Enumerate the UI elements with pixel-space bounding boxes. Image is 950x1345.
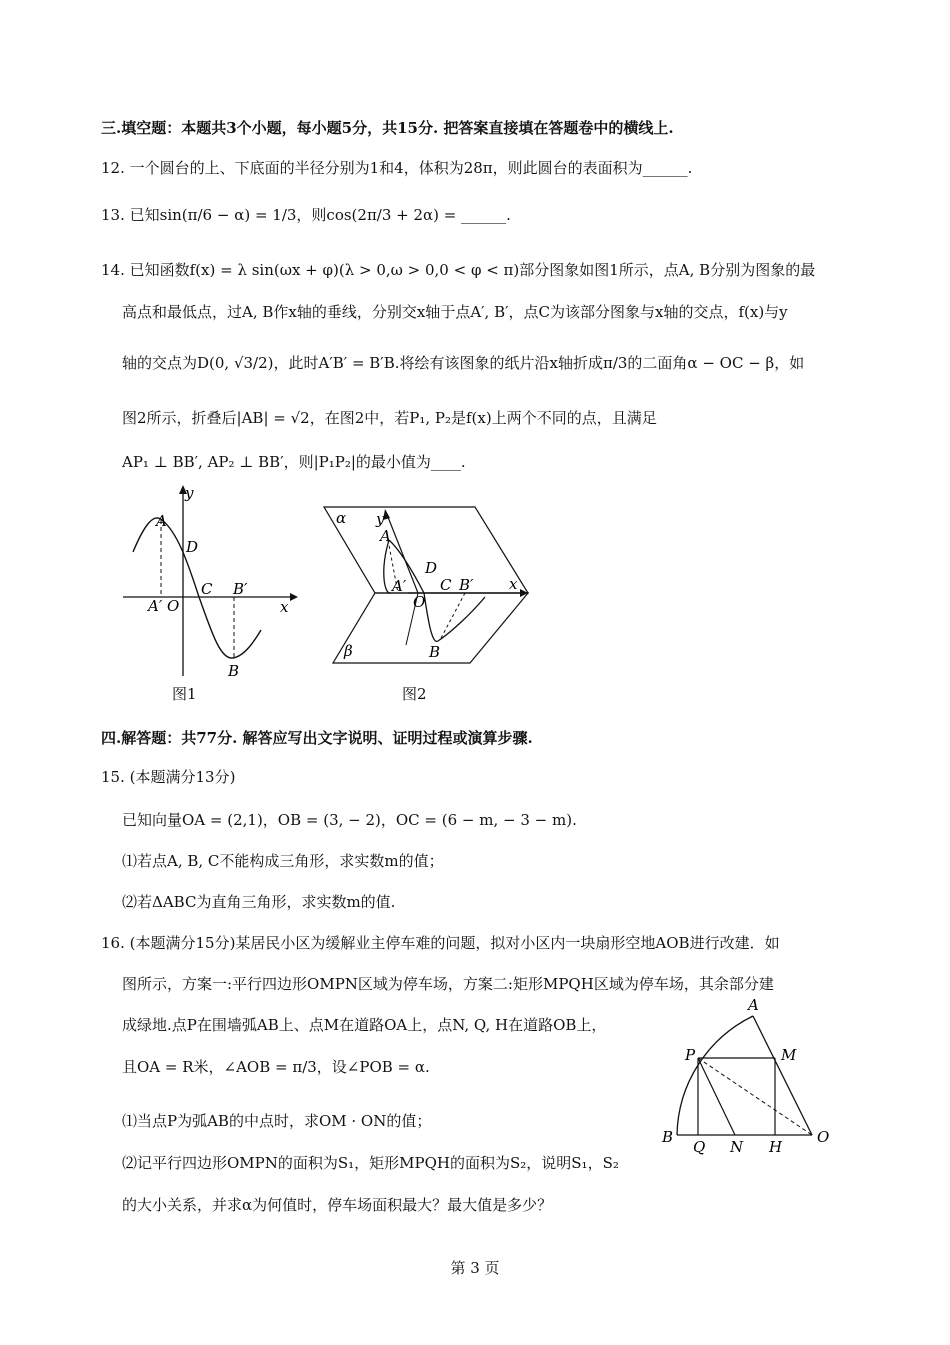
page-number: 第 3 页 (450, 1259, 500, 1277)
q16-label-O: O (817, 1128, 830, 1146)
fig2-label-beta: β (344, 642, 353, 660)
fig2-label-alpha: α (336, 509, 347, 527)
fig2-label-A: A (380, 527, 391, 545)
question-16-line-1: 16. (本题满分15分)某居民小区为缓解业主停车难的问题，拟对小区内一块扇形空地AOB进行改建．如 (101, 934, 780, 952)
figure-2-folded-graph (320, 500, 535, 670)
figure-1-sine-graph (115, 480, 300, 680)
question-15-title: 15. (本题满分13分) (101, 768, 236, 786)
q16-label-P: P (685, 1046, 696, 1064)
fig2-label-Ap: A′ (392, 577, 407, 595)
q16-line-PO (698, 1058, 812, 1135)
fig2-plane-alpha (324, 507, 528, 593)
fig2-label-C: C (440, 576, 452, 594)
fig2-label-Bp: B′ (459, 576, 474, 594)
section4-header: 四.解答题：共77分. 解答应写出文字说明、证明过程或演算步骤. (101, 729, 533, 747)
q16-arc-AB (677, 1016, 753, 1135)
q16-label-N: N (730, 1138, 744, 1156)
q16-label-M: M (781, 1046, 797, 1064)
fig2-label-O: O (413, 593, 426, 611)
question-16-part-2-line-2: 的大小关系，并求α为何值时，停车场面积最大？最大值是多少？ (122, 1196, 553, 1214)
question-14-line-5: AP₁ ⊥ BB′, AP₂ ⊥ BB′，则|P₁P₂|的最小值为____. (122, 453, 466, 471)
q16-label-A: A (748, 996, 759, 1014)
question-14-line-3: 轴的交点为D(0, √3/2)，此时A′B′ = B′B.将绘有该图象的纸片沿x轴折成π/3的二面角α − OC − β，如 (122, 354, 805, 372)
fig2-label-x: x (509, 575, 518, 593)
question-15-part-1: ⑴若点A, B, C不能构成三角形，求实数m的值； (122, 852, 444, 870)
fig2-label-D: D (425, 559, 438, 577)
fig2-dashed-B (440, 593, 465, 640)
question-16-part-2-line-1: ⑵记平行四边形OMPN的面积为S₁，矩形MPQH的面积为S₂，说明S₁，S₂ (122, 1154, 619, 1172)
section3-header: 三.填空题：本题共3个小题，每小题5分，共15分. 把答案直接填在答题卷中的横线上. (101, 119, 674, 137)
question-15-part-2: ⑵若ΔABC为直角三角形，求实数m的值. (122, 893, 396, 911)
q16-label-H: H (769, 1138, 783, 1156)
figure-2-caption: 图2 (402, 685, 427, 703)
figure-sector-parking (655, 992, 835, 1157)
question-16-line-2: 图所示，方案一:平行四边形OMPN区域为停车场，方案二:矩形MPQH区域为停车场，其余部分建 (122, 975, 774, 993)
question-13: 13. 已知sin(π/6 − α) = 1/3，则cos(2π/3 + 2α) = ______. (101, 206, 511, 224)
q16-label-Q: Q (693, 1138, 706, 1156)
fig1-label-A: A (156, 512, 167, 530)
fig1-label-O: O (167, 597, 180, 615)
fig1-label-x: x (280, 598, 289, 616)
question-15-line-1: 已知向量OA = (2,1)，OB = (3, − 2)，OC = (6 − m, − 3 − m). (122, 811, 577, 829)
fig1-label-D: D (186, 538, 199, 556)
question-12: 12. 一个圆台的上、下底面的半径分别为1和4，体积为28π，则此圆台的表面积为______. (101, 159, 693, 177)
figure-1-caption: 图1 (172, 685, 197, 703)
question-14-line-1: 14. 已知函数f(x) = λ sin(ωx + φ)(λ > 0,ω > 0,0 < φ < π)部分图象如图1所示，点A, B分别为图象的最 (101, 261, 816, 279)
q16-line-PN (698, 1058, 735, 1135)
question-14-line-4: 图2所示，折叠后|AB| = √2，在图2中，若P₁, P₂是f(x)上两个不同的点，且满足 (122, 409, 657, 427)
question-16-line-4: 且OA = R米，∠AOB = π/3，设∠POB = α. (122, 1058, 430, 1076)
fig1-label-Bp: B′ (233, 580, 248, 598)
fig1-label-B: B (228, 662, 240, 680)
fig1-label-C: C (201, 580, 213, 598)
q16-road-OA (753, 1016, 812, 1135)
fig2-lower-curve (424, 593, 485, 641)
q16-label-B: B (662, 1128, 674, 1146)
fig2-label-B: B (429, 643, 441, 661)
question-14-line-2: 高点和最低点，过A, B作x轴的垂线，分别交x轴于点A′, B′，点C为该部分图象与x轴的交点，f(x)与y (122, 303, 788, 321)
fig2-label-y: y (376, 510, 385, 528)
question-16-line-3: 成绿地.点P在围墙弧AB上、点M在道路OA上，点N, Q, H在道路OB上， (122, 1016, 607, 1034)
fig1-label-Ap: A′ (148, 597, 163, 615)
question-16-part-1: ⑴当点P为弧AB的中点时，求OM · ON的值； (122, 1112, 432, 1130)
fig1-label-y: y (185, 484, 194, 502)
